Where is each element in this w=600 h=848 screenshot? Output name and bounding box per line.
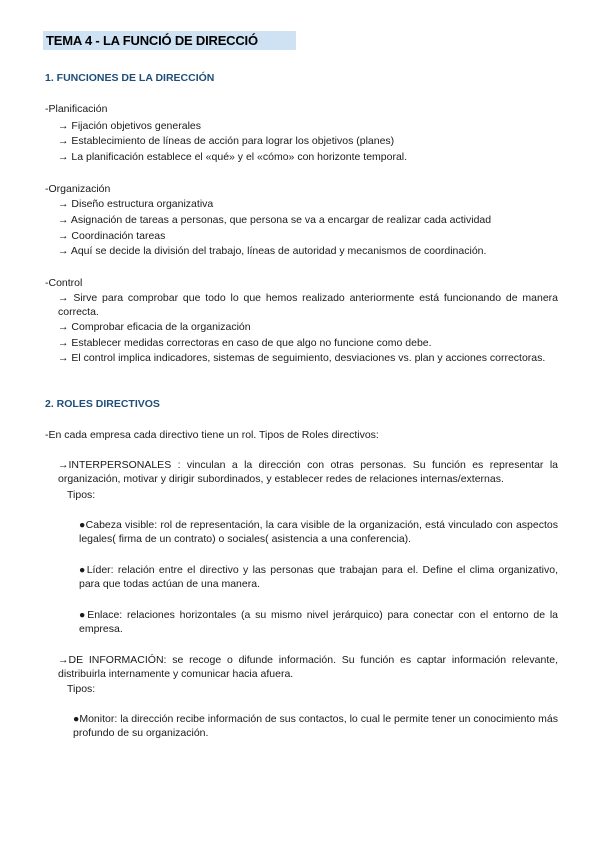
section-heading-funciones: 1. FUNCIONES DE LA DIRECCIÓN <box>45 72 215 84</box>
list-item: → La planificación establece el «qué» y el «cómo» con horizonte temporal. <box>58 151 408 163</box>
list-item: → Aquí se decide la división del trabajo, líneas de autoridad y mecanismos de coordinación. <box>58 245 487 257</box>
section-heading-roles: 2. ROLES DIRECTIVOS <box>45 398 160 410</box>
list-item: ●Líder: relación entre el directivo y las personas que trabajan para el. Define el clima organizativo, para que todas actúan de una manera. <box>79 564 558 590</box>
list-item: → Coordinación tareas <box>58 230 166 242</box>
tipos-label: Tipos: <box>67 489 96 501</box>
list-item: ●Cabeza visible: rol de representación, la cara visible de la organización, está vinculado con aspectos legales( firma de un contrato) o sociales( asistencia a una conferencia). <box>79 519 558 545</box>
document-title: TEMA 4 - LA FUNCIÓ DE DIRECCIÓ <box>43 31 296 50</box>
roles-interpersonales: →INTERPERSONALES : vinculan a la dirección con otras personas. Su función es representar la organización, motivar y dirigir subordinados, y establecer redes de relaciones internas/externas. <box>58 459 558 485</box>
list-item: → Establecimiento de líneas de acción para lograr los objetivos (planes) <box>58 135 395 147</box>
list-item: → El control implica indicadores, sistemas de seguimiento, desviaciones vs. plan y acciones correctoras. <box>58 352 546 364</box>
list-item: → Asignación de tareas a personas, que persona se va a encargar de realizar cada actividad <box>58 214 492 226</box>
list-item: → Establecer medidas correctoras en caso de que algo no funcione como debe. <box>58 337 432 349</box>
list-item: → Sirve para comprobar que todo lo que hemos realizado anteriormente está funcionando de manera correcta. <box>58 292 558 318</box>
label-control: -Control <box>45 277 83 289</box>
list-item: → Comprobar eficacia de la organización <box>58 321 251 333</box>
list-item: ●Enlace: relaciones horizontales (a su mismo nivel jerárquico) para conectar con el entorno de la empresa. <box>79 609 558 635</box>
label-planificacion: -Planificación <box>45 103 108 115</box>
roles-intro: -En cada empresa cada directivo tiene un rol. Tipos de Roles directivos: <box>45 429 379 441</box>
roles-informacion: →DE INFORMACIÓN: se recoge o difunde información. Su función es captar información relevante, distribuirla internamente y comunicar hacia afuera. <box>58 654 558 680</box>
list-item: ●Monitor: la dirección recibe información de sus contactos, lo cual le permite tener un conocimiento más profundo de su organización. <box>73 713 558 739</box>
tipos-label: Tipos: <box>67 683 96 695</box>
list-item: → Fijación objetivos generales <box>58 120 201 132</box>
list-item: → Diseño estructura organizativa <box>58 198 214 210</box>
label-organizacion: -Organización <box>45 183 111 195</box>
